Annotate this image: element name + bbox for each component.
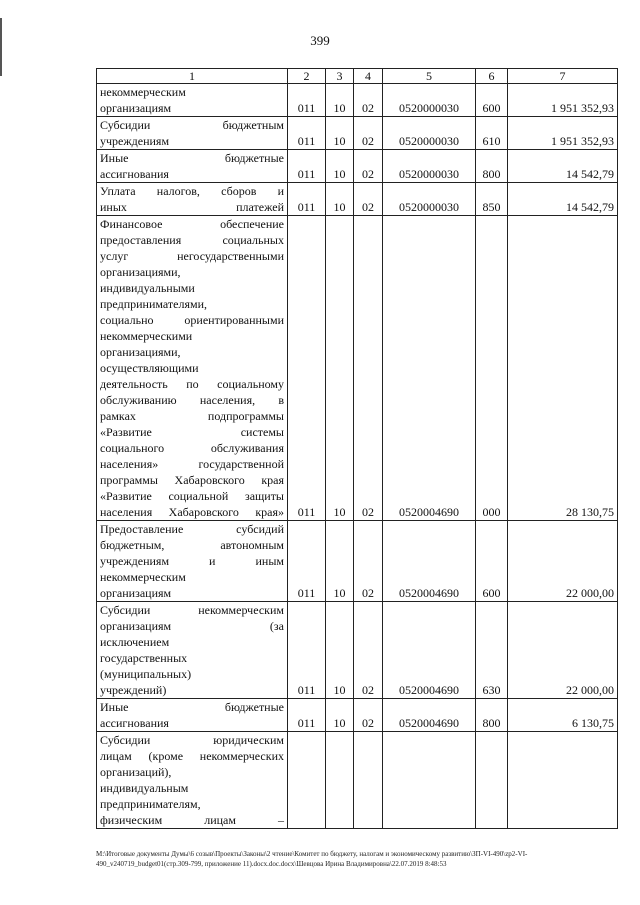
- footer-path-line-2: 490_v240719_budget01(стр.309-799, приложение 11).docx.doc.docx\Шевцова Ирина Владимировна\22.07.2019 8:48:53: [96, 860, 447, 868]
- target-article-cell: [383, 732, 476, 829]
- row-name-line: ассигнования: [100, 167, 169, 181]
- row-name-line: ассигнования: [100, 716, 169, 730]
- row-name-line: Финансовое обеспечение: [100, 217, 284, 231]
- ministry-code-cell: 011: [288, 216, 326, 521]
- row-name-line: Субсидии некоммерческим: [100, 603, 284, 617]
- ministry-code-cell: [288, 732, 326, 829]
- row-name-cell: [97, 732, 288, 829]
- row-name-line: «Развитие системы: [100, 425, 284, 439]
- row-name-line: Уплата налогов, сборов и: [100, 184, 284, 198]
- section-code-cell: 10: [326, 699, 354, 732]
- ministry-code-cell: 011: [288, 150, 326, 183]
- expense-type-cell: 850: [476, 183, 508, 216]
- expense-type-cell: 800: [476, 699, 508, 732]
- row-name-line: Иные бюджетные: [100, 151, 284, 165]
- row-name-line: индивидуальным: [100, 781, 189, 795]
- subsection-code-cell: 02: [354, 183, 383, 216]
- row-name-line: осуществляющими: [100, 361, 199, 375]
- section-code-cell: 10: [326, 183, 354, 216]
- row-name-line: некоммерческим: [100, 85, 186, 99]
- table-row: [97, 521, 618, 602]
- table-row: [97, 732, 618, 829]
- row-name-line: иных платежей: [100, 200, 284, 214]
- row-name-line: услуг негосударственными: [100, 249, 284, 263]
- target-article-cell: 0520000030: [383, 150, 476, 183]
- header-cell: 7: [508, 69, 618, 84]
- header-cell: 5: [383, 69, 476, 84]
- row-name-cell: [97, 216, 288, 521]
- subsection-code-cell: 02: [354, 216, 383, 521]
- row-name-line: социального обслуживания: [100, 441, 284, 455]
- row-name-line: Субсидии бюджетным: [100, 118, 284, 132]
- row-name-line: бюджетным, автономным: [100, 538, 284, 552]
- row-name-line: организаций),: [100, 765, 172, 779]
- row-name-cell: [97, 699, 288, 732]
- row-name-line: организациям: [100, 101, 172, 115]
- expense-type-cell: 600: [476, 84, 508, 117]
- target-article-cell: 0520000030: [383, 183, 476, 216]
- row-name-line: предоставления социальных: [100, 233, 284, 247]
- amount-cell: 22 000,00: [508, 521, 618, 602]
- amount-cell: 28 130,75: [508, 216, 618, 521]
- subsection-code-cell: 02: [354, 521, 383, 602]
- section-code-cell: 10: [326, 84, 354, 117]
- ministry-code-cell: 011: [288, 521, 326, 602]
- table-row: [97, 183, 618, 216]
- expense-type-cell: 000: [476, 216, 508, 521]
- row-name-line: учреждениям: [100, 134, 170, 148]
- target-article-cell: 0520004690: [383, 602, 476, 699]
- header-cell: 3: [326, 69, 354, 84]
- row-name-line: населения Хабаровского края»: [100, 505, 284, 519]
- row-name-line: учреждений): [100, 683, 167, 697]
- ministry-code-cell: 011: [288, 699, 326, 732]
- header-cell: 4: [354, 69, 383, 84]
- row-name-line: «Развитие социальной защиты: [100, 489, 284, 503]
- row-name-line: государственных: [100, 651, 188, 665]
- expense-type-cell: 610: [476, 117, 508, 150]
- row-name-line: социально ориентированными: [100, 313, 284, 327]
- row-name-line: обслуживанию населения, в: [100, 393, 284, 407]
- row-name-line: программы Хабаровского края: [100, 473, 284, 487]
- row-name-line: Иные бюджетные: [100, 700, 284, 714]
- row-name-line: исключением: [100, 635, 170, 649]
- row-name-cell: [97, 602, 288, 699]
- subsection-code-cell: 02: [354, 150, 383, 183]
- footer-path-line-1: M:\Итоговые документы Думы\6 созыв\Проекты\Законы\2 чтение\Комитет по бюджету, налогам и экономическому развитию\ЗП-VI-490\zp2-VI-: [96, 850, 528, 858]
- row-name-line: лицам (кроме некоммерческих: [100, 749, 284, 763]
- expense-type-cell: 600: [476, 521, 508, 602]
- expense-type-cell: [476, 732, 508, 829]
- row-name-line: предпринимателями,: [100, 297, 208, 311]
- section-code-cell: 10: [326, 150, 354, 183]
- row-name-line: учреждениям и иным: [100, 554, 284, 568]
- amount-cell: 1 951 352,93: [508, 84, 618, 117]
- subsection-code-cell: [354, 732, 383, 829]
- table-row: [97, 699, 618, 732]
- table-row: [97, 84, 618, 117]
- amount-cell: 1 951 352,93: [508, 117, 618, 150]
- header-cell: 1: [97, 69, 288, 84]
- row-name-cell: [97, 117, 288, 150]
- row-name-line: некоммерческими: [100, 329, 193, 343]
- table-row: [97, 602, 618, 699]
- row-name-line: деятельность по социальному: [100, 377, 284, 391]
- amount-cell: 22 000,00: [508, 602, 618, 699]
- section-code-cell: [326, 732, 354, 829]
- table-row: [97, 150, 618, 183]
- ministry-code-cell: 011: [288, 117, 326, 150]
- row-name-line: некоммерческим: [100, 570, 186, 584]
- row-name-line: Субсидии юридическим: [100, 733, 284, 747]
- section-code-cell: 10: [326, 216, 354, 521]
- row-name-cell: [97, 521, 288, 602]
- subsection-code-cell: 02: [354, 117, 383, 150]
- expense-type-cell: 800: [476, 150, 508, 183]
- expense-type-cell: 630: [476, 602, 508, 699]
- amount-cell: 14 542,79: [508, 183, 618, 216]
- amount-cell: 14 542,79: [508, 150, 618, 183]
- row-name-line: Предоставление субсидий: [100, 522, 284, 536]
- row-name-line: организациям (за: [100, 619, 284, 633]
- header-cell: 6: [476, 69, 508, 84]
- table-row: [97, 117, 618, 150]
- row-name-line: рамках подпрограммы: [100, 409, 284, 423]
- row-name-line: организациями,: [100, 345, 181, 359]
- ministry-code-cell: 011: [288, 602, 326, 699]
- row-name-cell: [97, 150, 288, 183]
- row-name-line: организациям: [100, 586, 172, 600]
- target-article-cell: 0520004690: [383, 521, 476, 602]
- row-name-cell: [97, 84, 288, 117]
- header-row: [97, 69, 618, 84]
- budget-table: [96, 68, 618, 829]
- target-article-cell: 0520004690: [383, 216, 476, 521]
- header-cell: 2: [288, 69, 326, 84]
- row-name-cell: [97, 183, 288, 216]
- section-code-cell: 10: [326, 117, 354, 150]
- page-number: 399: [310, 33, 330, 48]
- amount-cell: [508, 732, 618, 829]
- ministry-code-cell: 011: [288, 84, 326, 117]
- row-name-line: (муниципальных): [100, 667, 192, 681]
- ministry-code-cell: 011: [288, 183, 326, 216]
- document-footer: [96, 849, 617, 869]
- target-article-cell: 0520004690: [383, 699, 476, 732]
- subsection-code-cell: 02: [354, 84, 383, 117]
- amount-cell: 6 130,75: [508, 699, 618, 732]
- row-name-line: физическим лицам –: [100, 813, 284, 827]
- target-article-cell: 0520000030: [383, 84, 476, 117]
- table-row: [97, 216, 618, 521]
- section-code-cell: 10: [326, 602, 354, 699]
- subsection-code-cell: 02: [354, 602, 383, 699]
- row-name-line: индивидуальными: [100, 281, 195, 295]
- row-name-line: предпринимателям,: [100, 797, 201, 811]
- row-name-line: населения» государственной: [100, 457, 284, 471]
- subsection-code-cell: 02: [354, 699, 383, 732]
- row-name-line: организациями,: [100, 265, 181, 279]
- section-code-cell: 10: [326, 521, 354, 602]
- target-article-cell: 0520000030: [383, 117, 476, 150]
